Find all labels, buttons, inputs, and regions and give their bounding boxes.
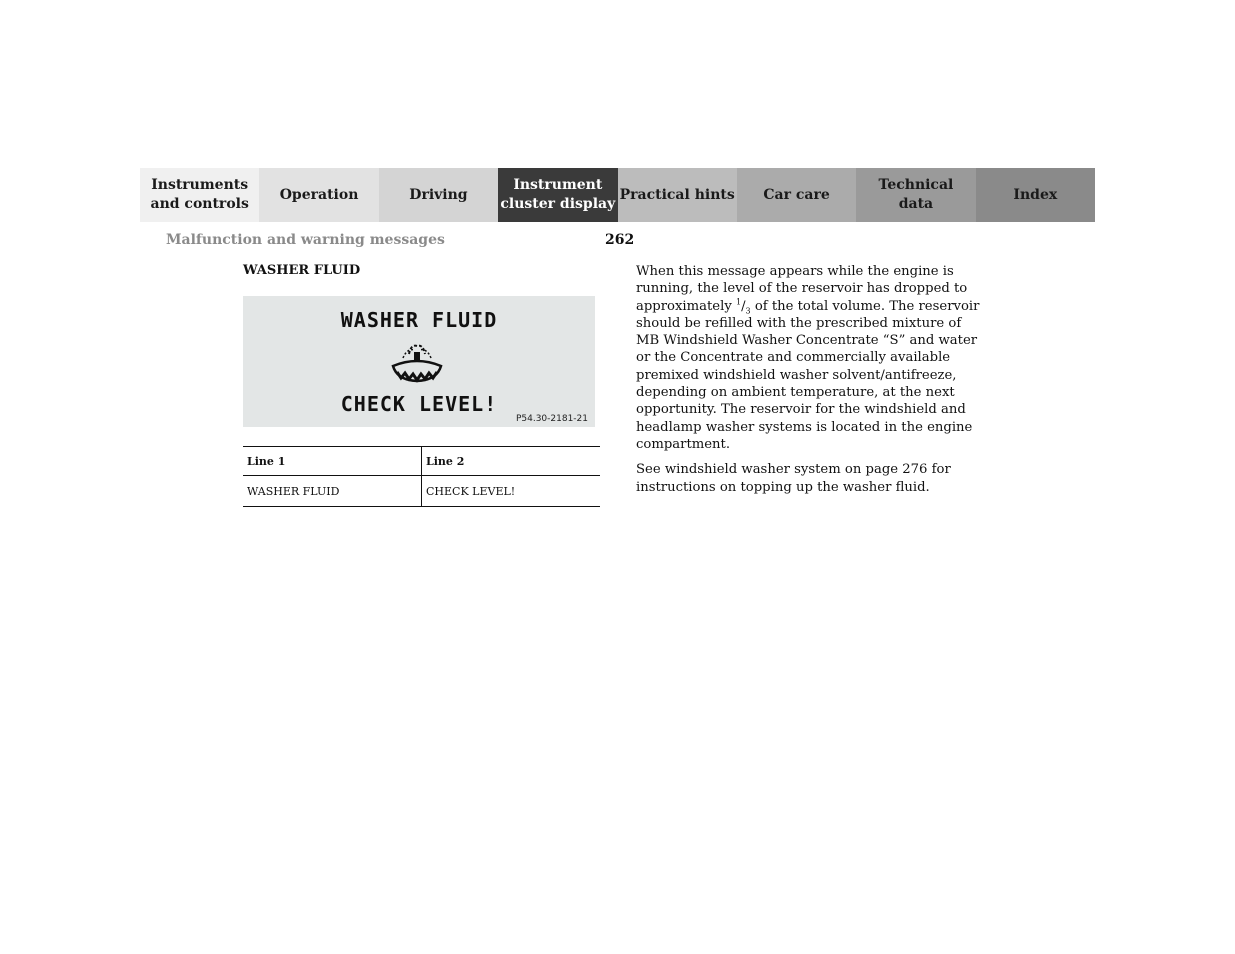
- tab-instrument-cluster-display[interactable]: Instrument cluster display: [498, 168, 617, 222]
- fraction-one-third: $^1/_3$: [735, 297, 751, 316]
- tab-practical-hints[interactable]: Practical hints: [618, 168, 737, 222]
- tab-operation[interactable]: Operation: [259, 168, 378, 222]
- table-cell-line-1: WASHER FLUID: [243, 476, 422, 507]
- tab-car-care[interactable]: Car care: [737, 168, 856, 222]
- tab-driving[interactable]: Driving: [379, 168, 498, 222]
- tab-instruments-and-controls[interactable]: Instruments and controls: [140, 168, 259, 222]
- tab-index[interactable]: Index: [976, 168, 1095, 222]
- table-cell-line-2: CHECK LEVEL!: [422, 476, 601, 507]
- description-text: [636, 263, 986, 504]
- description-paragraph-1: When this message appears while the engine is running, the level of the reservoir has dropped to approximately $^1/_3$ of the total volume. The reservoir should be refilled with the prescribed mixture of MB Windshield Washer Concentrate “S” and water or the Concentrate and commercially available premixed windshield washer solvent/antifreeze, depending on ambient temperature, at the next opportunity. The reservoir for the windshield and headlamp washer systems is located in the engine compartment.: [636, 264, 980, 452]
- table-header-row: [243, 447, 600, 476]
- message-heading: WASHER FLUID: [243, 263, 361, 278]
- figure-code: P54.30-2181-21: [515, 414, 588, 424]
- table-row: [243, 476, 600, 507]
- column-header-line-2: Line 2: [422, 447, 601, 476]
- section-title: Malfunction and warning messages: [166, 232, 445, 248]
- page-number: 262: [605, 232, 635, 248]
- message-table: [243, 446, 600, 507]
- display-line-1: WASHER FLUID: [340, 308, 498, 332]
- tab-technical-data[interactable]: Technical data: [856, 168, 975, 222]
- column-header-line-1: Line 1: [243, 447, 422, 476]
- display-line-2: CHECK LEVEL!: [340, 392, 498, 416]
- washer-fluid-icon: [387, 340, 447, 384]
- chapter-nav: [140, 168, 1095, 222]
- description-paragraph-2: See windshield washer system on page 276 for instructions on topping up the washer fluid.: [636, 462, 951, 495]
- cluster-display-illustration: [243, 296, 595, 427]
